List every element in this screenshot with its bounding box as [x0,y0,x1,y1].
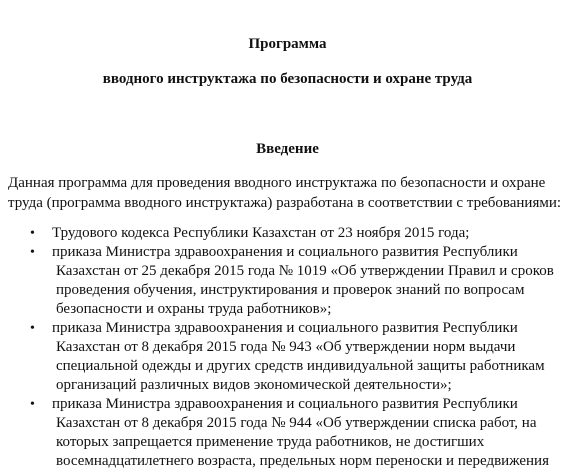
list-item-continuation: Казахстан от 25 декабря 2015 года № 1019 «Об утверждении Правил и сроков проведения обучения, инструктирования и проверок знаний по вопросам безопасности и охраны труда работников»; [56,263,554,317]
requirements-list [0,224,575,471]
document-subtitle: вводного инструктажа по безопасности и охране труда [102,71,473,87]
list-item [0,224,575,243]
bullet-icon: • [30,245,35,260]
list-item-continuation: Казахстан от 8 декабря 2015 года № 944 «Об утверждении списка работ, на которых запрещается применение труда работников, не достигших восемнадцатилетнего возраста, предельных норм переноски и передвижения [56,415,549,469]
list-item [0,243,575,319]
bullet-icon: • [30,226,35,241]
list-item-text: приказа Министра здравоохранения и социального развития Республики [52,244,518,260]
list-item-text: приказа Министра здравоохранения и социального развития Республики [52,396,518,412]
bullet-icon: • [30,397,35,412]
list-item-continuation: Казахстан от 8 декабря 2015 года № 943 «Об утверждении норм выдачи специальной одежды и других средств индивидуальной защиты работникам организаций различных видов экономической деятельности»; [56,339,545,393]
document-title: Программа [248,36,327,52]
list-item-text: приказа Министра здравоохранения и социального развития Республики [52,320,518,336]
list-item [0,395,575,471]
section-heading: Введение [256,141,319,157]
list-item [0,319,575,395]
bullet-icon: • [30,321,35,336]
intro-paragraph: Данная программа для проведения вводного инструктажа по безопасности и охране труда (программа вводного инструктажа) разработана в соответствии с требованиями: [8,175,562,211]
list-item-text: Трудового кодекса Республики Казахстан от 23 ноября 2015 года; [52,225,470,241]
